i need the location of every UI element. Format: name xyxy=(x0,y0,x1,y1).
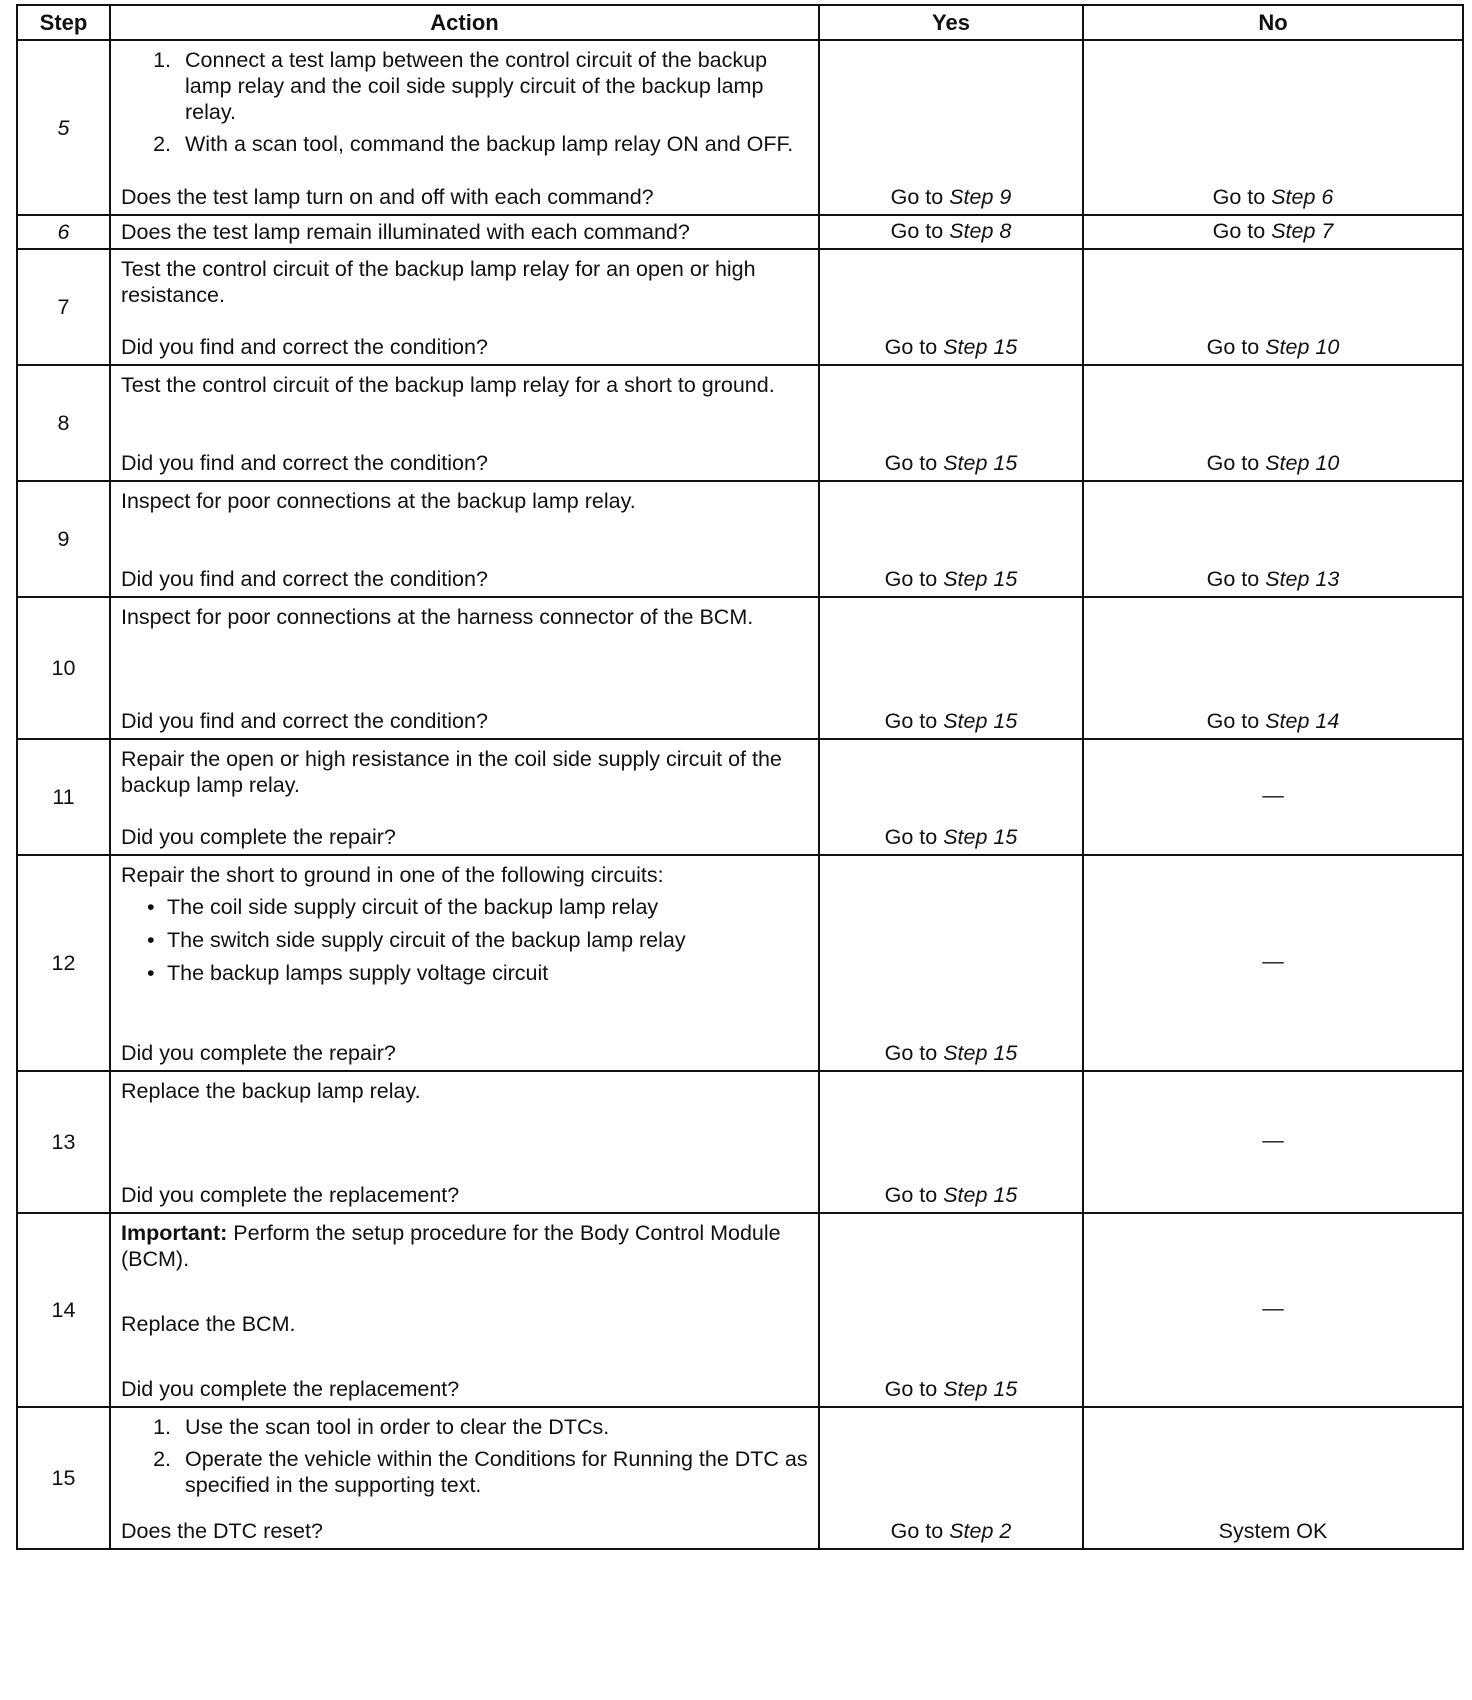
action-cell xyxy=(110,597,819,739)
important-note xyxy=(121,1220,810,1272)
list-item: • The switch side supply circuit of the backup lamp relay xyxy=(167,927,810,953)
goto-prefix: Go to xyxy=(884,1041,938,1065)
bullet-list xyxy=(121,894,810,986)
yes-cell xyxy=(819,597,1083,739)
table-row xyxy=(17,1407,1463,1549)
action-cell xyxy=(110,1071,819,1213)
yes-step-ref: Step 15 xyxy=(943,709,1018,733)
goto-prefix: Go to xyxy=(890,1519,944,1543)
goto-prefix: Go to xyxy=(884,709,938,733)
yes-cell xyxy=(819,1213,1083,1407)
step-number: 8 xyxy=(17,365,110,481)
step-number: 14 xyxy=(17,1213,110,1407)
no-step-ref: Step 13 xyxy=(1265,567,1340,591)
numbered-list xyxy=(121,47,810,157)
yes-step-ref: Step 15 xyxy=(943,567,1018,591)
no-cell xyxy=(1083,597,1463,739)
goto-prefix: Go to xyxy=(1206,451,1260,475)
no-cell: — xyxy=(1083,739,1463,855)
goto-prefix: Go to xyxy=(884,335,938,359)
yes-step-ref: Step 15 xyxy=(943,825,1018,849)
action-question: Did you find and correct the condition? xyxy=(121,451,488,475)
header-action: Action xyxy=(110,5,819,40)
yes-step-ref: Step 9 xyxy=(949,185,1012,209)
no-cell: System OK xyxy=(1083,1407,1463,1549)
table-row xyxy=(17,739,1463,855)
header-row xyxy=(17,5,1463,40)
table-row xyxy=(17,215,1463,249)
step-number: 7 xyxy=(17,249,110,365)
goto-prefix: Go to xyxy=(884,451,938,475)
action-instruction: Replace the BCM. xyxy=(121,1312,296,1336)
list-item: 1. Connect a test lamp between the control circuit of the backup lamp relay and the coil side supply circuit of the backup lamp relay. xyxy=(177,47,810,125)
action-text: Perform the setup procedure for the Body Control Module (BCM). xyxy=(121,1221,781,1271)
goto-prefix: Go to xyxy=(1206,709,1260,733)
step-number: 15 xyxy=(17,1407,110,1549)
no-step-ref: Step 10 xyxy=(1265,335,1340,359)
header-step: Step xyxy=(17,5,110,40)
action-question: Does the DTC reset? xyxy=(121,1519,323,1543)
list-item: 1. Use the scan tool in order to clear the DTCs. xyxy=(177,1414,810,1440)
yes-step-ref: Step 2 xyxy=(949,1519,1012,1543)
goto-prefix: Go to xyxy=(884,825,938,849)
list-item: • The coil side supply circuit of the backup lamp relay xyxy=(167,894,810,920)
no-step-ref: Step 6 xyxy=(1271,185,1334,209)
table-row xyxy=(17,249,1463,365)
no-cell xyxy=(1083,481,1463,597)
action-text: Repair the short to ground in one of the following circuits: xyxy=(121,863,664,887)
action-cell xyxy=(110,215,819,249)
diagnostic-table-container xyxy=(16,4,1464,1550)
yes-cell xyxy=(819,365,1083,481)
action-question: Did you complete the replacement? xyxy=(121,1183,460,1207)
action-cell xyxy=(110,1407,819,1549)
table-row xyxy=(17,1071,1463,1213)
action-text: Test the control circuit of the backup lamp relay for a short to ground. xyxy=(121,373,775,397)
header-yes: Yes xyxy=(819,5,1083,40)
action-text: Repair the open or high resistance in the coil side supply circuit of the backup lamp relay. xyxy=(121,747,782,797)
no-cell xyxy=(1083,365,1463,481)
header-no: No xyxy=(1083,5,1463,40)
action-cell xyxy=(110,855,819,1071)
table-row xyxy=(17,40,1463,215)
step-number: 13 xyxy=(17,1071,110,1213)
action-text: Inspect for poor connections at the harness connector of the BCM. xyxy=(121,605,754,629)
table-row xyxy=(17,597,1463,739)
action-question: Does the test lamp remain illuminated with each command? xyxy=(121,220,690,244)
table-row xyxy=(17,481,1463,597)
step-number: 5 xyxy=(17,40,110,215)
action-question: Did you find and correct the condition? xyxy=(121,335,488,359)
action-text: Test the control circuit of the backup lamp relay for an open or high resistance. xyxy=(121,257,756,307)
table-row xyxy=(17,1213,1463,1407)
no-cell xyxy=(1083,249,1463,365)
yes-step-ref: Step 15 xyxy=(943,1041,1018,1065)
action-text: Inspect for poor connections at the backup lamp relay. xyxy=(121,489,636,513)
yes-cell xyxy=(819,739,1083,855)
list-item: • The backup lamps supply voltage circuit xyxy=(167,960,810,986)
action-question: Did you complete the repair? xyxy=(121,825,396,849)
yes-cell xyxy=(819,40,1083,215)
goto-prefix: Go to xyxy=(1212,185,1266,209)
important-label: Important: xyxy=(121,1221,228,1245)
no-cell: — xyxy=(1083,855,1463,1071)
no-cell: — xyxy=(1083,1071,1463,1213)
goto-prefix: Go to xyxy=(890,219,944,243)
yes-step-ref: Step 15 xyxy=(943,1377,1018,1401)
step-number: 12 xyxy=(17,855,110,1071)
goto-prefix: Go to xyxy=(1206,567,1260,591)
action-cell xyxy=(110,40,819,215)
list-item: 2. Operate the vehicle within the Conditions for Running the DTC as specified in the supporting text. xyxy=(177,1446,810,1498)
step-number: 10 xyxy=(17,597,110,739)
goto-prefix: Go to xyxy=(884,1183,938,1207)
no-cell: — xyxy=(1083,1213,1463,1407)
diagnostic-table xyxy=(16,4,1464,1550)
step-number: 6 xyxy=(17,215,110,249)
action-cell xyxy=(110,249,819,365)
action-cell xyxy=(110,481,819,597)
action-question: Does the test lamp turn on and off with each command? xyxy=(121,185,654,209)
action-cell xyxy=(110,365,819,481)
table-row xyxy=(17,365,1463,481)
action-question: Did you complete the replacement? xyxy=(121,1377,460,1401)
goto-prefix: Go to xyxy=(1212,219,1266,243)
goto-prefix: Go to xyxy=(884,567,938,591)
table-row xyxy=(17,855,1463,1071)
yes-step-ref: Step 15 xyxy=(943,335,1018,359)
yes-cell xyxy=(819,1071,1083,1213)
yes-cell xyxy=(819,481,1083,597)
no-step-ref: Step 10 xyxy=(1265,451,1340,475)
no-cell xyxy=(1083,215,1463,249)
yes-cell xyxy=(819,249,1083,365)
no-step-ref: Step 7 xyxy=(1271,219,1334,243)
goto-prefix: Go to xyxy=(1206,335,1260,359)
yes-cell xyxy=(819,215,1083,249)
goto-prefix: Go to xyxy=(890,185,944,209)
action-text: Replace the backup lamp relay. xyxy=(121,1079,421,1103)
list-item: 2. With a scan tool, command the backup lamp relay ON and OFF. xyxy=(177,131,810,157)
no-step-ref: Step 14 xyxy=(1265,709,1340,733)
action-cell xyxy=(110,739,819,855)
action-question: Did you complete the repair? xyxy=(121,1041,396,1065)
step-number: 11 xyxy=(17,739,110,855)
yes-step-ref: Step 15 xyxy=(943,1183,1018,1207)
yes-cell xyxy=(819,855,1083,1071)
action-question: Did you find and correct the condition? xyxy=(121,567,488,591)
no-cell xyxy=(1083,40,1463,215)
numbered-list xyxy=(121,1414,810,1498)
yes-cell xyxy=(819,1407,1083,1549)
action-cell xyxy=(110,1213,819,1407)
goto-prefix: Go to xyxy=(884,1377,938,1401)
yes-step-ref: Step 15 xyxy=(943,451,1018,475)
yes-step-ref: Step 8 xyxy=(949,219,1012,243)
step-number: 9 xyxy=(17,481,110,597)
action-question: Did you find and correct the condition? xyxy=(121,709,488,733)
